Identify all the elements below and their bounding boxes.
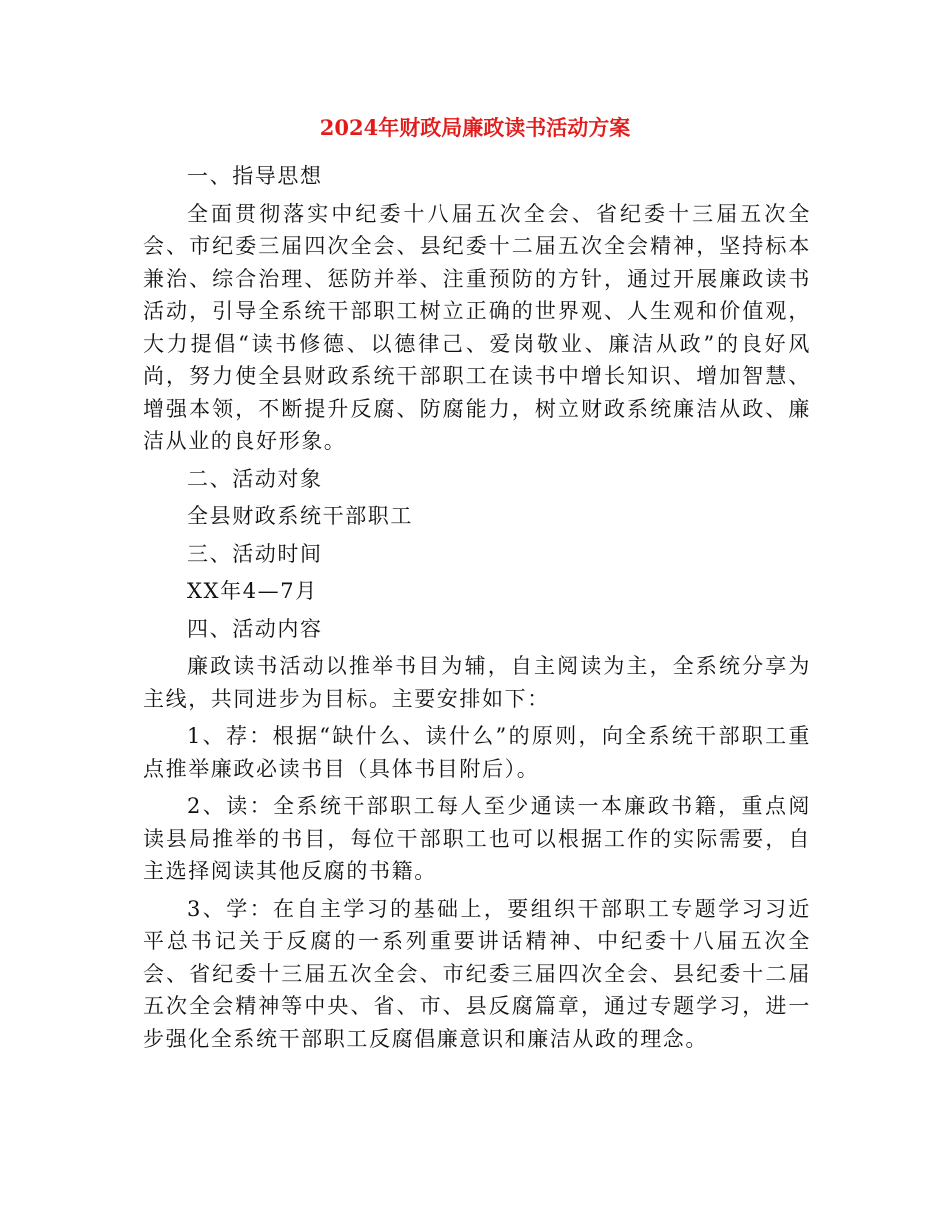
section-heading-guiding-ideology: 一、指导思想 [187, 164, 323, 188]
document-body [143, 157, 811, 1055]
paragraph-guiding-ideology: 全面贯彻落实中纪委十八届五次全会、省纪委十三届五次全会、市纪委三届四次全会、县纪委十二届五次全会精神，坚持标本兼治、综合治理、惩防并举、注重预防的方针，通过开展廉政读书活动，引导全系统干部职工树立正确的世界观、人生观和价值观，大力提倡“读书修德、以德律己、爱岗敬业、廉洁从政”的良好风尚，努力使全县财政系统干部职工在读书中增长知识、增加智慧、增强本领，不断提升反腐、防腐能力，树立财政系统廉洁从政、廉洁从业的良好形象。 [143, 201, 811, 453]
paragraph-activity-time: XX年4—7月 [187, 579, 318, 603]
paragraph-activity-target: 全县财政系统干部职工 [187, 504, 413, 528]
paragraph-activity-content-intro: 廉政读书活动以推举书目为辅，自主阅读为主，全系统分享为主线，共同进步为目标。主要安排如下： [143, 654, 811, 711]
document-title: 2024年财政局廉政读书活动方案 [319, 115, 631, 140]
paragraph-read: 2、读：全系统干部职工每人至少通读一本廉政书籍，重点阅读县局推举的书目，每位干部职工也可以根据工作的实际需要，自主选择阅读其他反腐的书籍。 [143, 794, 811, 883]
section-heading-activity-time: 三、活动时间 [187, 541, 323, 566]
paragraph-study: 3、学：在自主学习的基础上，要组织干部职工专题学习习近平总书记关于反腐的一系列重要讲话精神、中纪委十八届五次全会、省纪委十三届五次全会、市纪委三届四次全会、县纪委十二届五次全会精神等中央、省、市、县反腐篇章，通过专题学习，进一步强化全系统干部职工反腐倡廉意识和廉洁从政的理念。 [143, 896, 811, 1051]
section-heading-activity-target: 二、活动对象 [187, 466, 323, 491]
paragraph-recommend: 1、荐：根据“缺什么、读什么”的原则，向全系统干部职工重点推举廉政必读书目（具体书目附后）。 [143, 724, 811, 781]
section-heading-activity-content: 四、活动内容 [187, 616, 323, 641]
